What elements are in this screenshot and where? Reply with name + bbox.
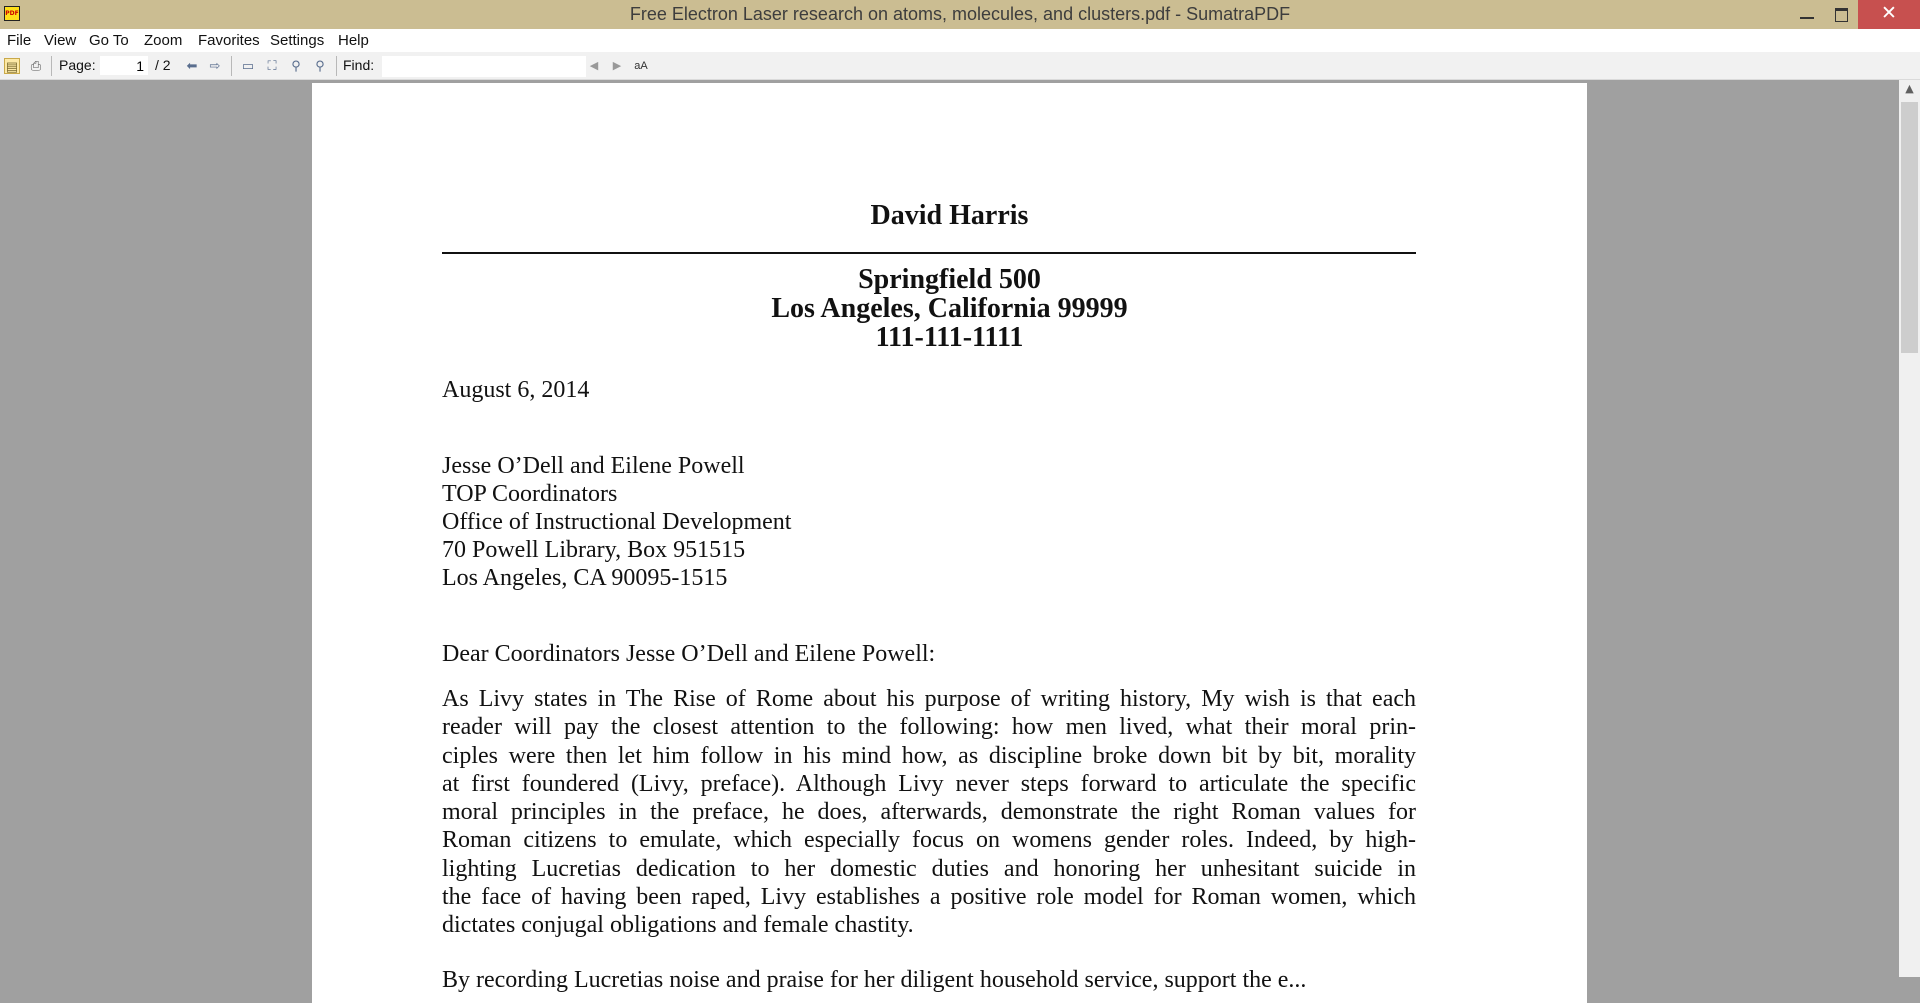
recipient-line: Office of Instructional Development [442,509,792,535]
toolbar [0,52,1920,80]
zoom-out-button[interactable] [288,58,304,74]
fit-width-icon: ⛶ [267,58,277,73]
match-case-icon: aA [634,60,648,72]
sender-address-line: Springfield 500 [858,264,1041,295]
sumatra-app-icon[interactable]: PDF [4,6,20,21]
recipient-line: Los Angeles, CA 90095-1515 [442,565,728,591]
menu-zoom[interactable]: Zoom [144,32,183,49]
find-input[interactable] [382,56,586,77]
match-case-button[interactable] [633,58,649,74]
recipient-line: TOP Coordinators [442,481,618,507]
toolbar-separator [336,56,337,76]
print-icon: ⎙ [30,58,42,73]
sender-address-line: Los Angeles, California 99999 [771,293,1128,324]
page-number-input[interactable] [100,56,148,75]
next-page-button[interactable] [207,58,223,74]
find-label: Find: [343,57,375,73]
triangle-right-icon: ▶ [612,60,622,72]
scroll-up-button[interactable] [1899,80,1920,98]
pdf-page [312,83,1587,1003]
letter-date: August 6, 2014 [442,377,590,403]
sender-phone: 111-111-1111 [875,322,1024,353]
paragraph-line: moral principles in the preface, he does, afterwards, demonstrate the right Roman values for [442,799,1416,826]
letter-paragraph [442,685,1416,940]
toolbar-separator [231,56,232,76]
close-icon: ✕ [1881,2,1897,24]
menu-help[interactable]: Help [338,32,369,49]
maximize-button[interactable] [1820,0,1862,29]
letter-salutation: Dear Coordinators Jesse O’Dell and Eilene Powell: [442,641,936,667]
find-next-button[interactable] [609,58,625,74]
zoom-in-icon: ⚲ [315,58,325,73]
find-previous-button[interactable] [586,58,602,74]
recipient-line: 70 Powell Library, Box 951515 [442,537,746,563]
header-rule [442,252,1416,254]
triangle-left-icon: ◀ [589,60,599,72]
paragraph-line: As Livy states in The Rise of Rome about his purpose of writing history, My wish is that each [442,686,1416,712]
menu-settings[interactable]: Settings [270,32,325,49]
chevron-up-icon: ▲ [1905,82,1914,95]
menu-favorites[interactable]: Favorites [198,32,260,49]
menu-bar [0,29,1920,52]
paragraph-line: ciples were then let him follow in his mind how, as discipline broke down bit by bit, morality [442,742,1416,769]
zoom-out-icon: ⚲ [291,58,301,73]
fit-page-button[interactable] [240,58,256,74]
minimize-icon [1800,17,1814,19]
menu-view[interactable]: View [44,32,77,49]
open-icon: ▤ [5,59,19,74]
page-total: / 2 [155,57,171,73]
document-canvas[interactable] [0,80,1899,993]
title-bar [0,0,1920,29]
open-file-button[interactable] [4,58,20,74]
print-button[interactable] [28,58,44,74]
arrow-left-icon: ⬅ [186,58,198,73]
vertical-scrollbar[interactable] [1899,80,1920,977]
window-title: Free Electron Laser research on atoms, molecules, and clusters.pdf - SumatraPDF [629,4,1291,24]
paragraph-line: dictates conjugal obligations and female chastity. [442,912,914,939]
paragraph-line: Roman citizens to emulate, which especially focus on womens gender roles. Indeed, by high- [442,827,1416,854]
arrow-right-icon: ⇨ [209,58,221,73]
close-button[interactable] [1858,0,1920,29]
page-label: Page: [59,57,96,73]
paragraph-line: reader will pay the closest attention to the following: how men lived, what their moral prin- [442,714,1416,741]
zoom-in-button[interactable] [312,58,328,74]
scroll-thumb[interactable] [1901,102,1918,353]
fit-width-button[interactable] [264,58,280,74]
maximize-icon [1835,8,1848,22]
recipient-line: Jesse O’Dell and Eilene Powell [442,453,745,479]
paragraph-line-partial: By recording Lucretias noise and praise for her diligent household service, support the e... [442,967,1307,993]
previous-page-button[interactable] [184,58,200,74]
paragraph-line: lighting Lucretias dedication to her domestic duties and honoring her unhesitant suicide in [442,855,1416,882]
menu-go-to[interactable]: Go To [89,32,129,49]
menu-file[interactable]: File [7,32,32,49]
toolbar-separator [51,56,52,76]
letter-sender-name: David Harris [870,200,1029,231]
paragraph-line: at first foundered (Livy, preface). Although Livy never steps forward to articulate the specific [442,770,1416,797]
fit-page-icon: ▭ [241,58,255,73]
paragraph-line: the face of having been raped, Livy establishes a positive role model for Roman women, which [442,884,1416,911]
